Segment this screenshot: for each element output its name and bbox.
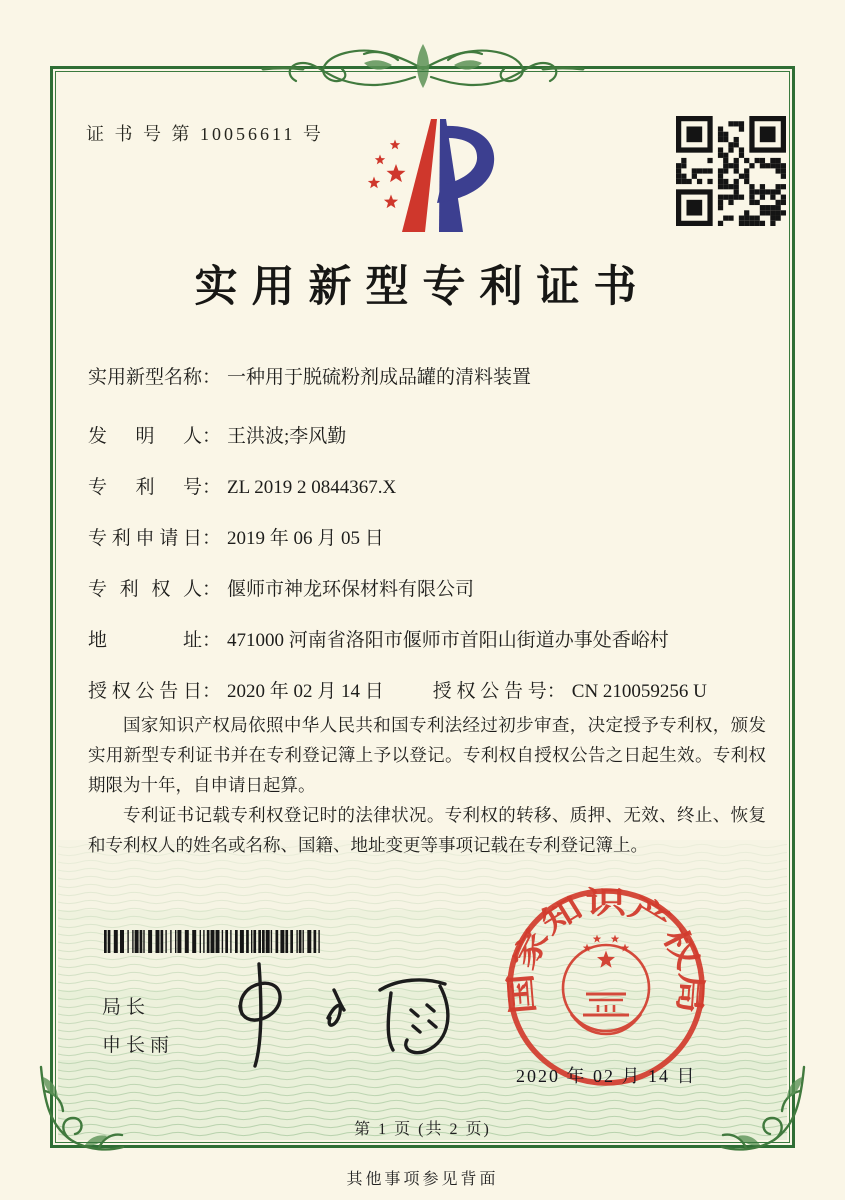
field-value: 471000 河南省洛阳市偃师市首阳山街道办事处香峪村: [227, 630, 669, 651]
cnipa-logo-icon: [336, 114, 524, 238]
field-colon: ：: [202, 630, 222, 651]
field-value: 一种用于脱硫粉剂成品罐的清料装置: [227, 367, 532, 388]
dragon-ornament-icon: [258, 32, 588, 106]
field-row-filing-date: [88, 526, 764, 552]
field-colon: ：: [202, 681, 222, 702]
qr-code: [676, 116, 786, 226]
official-seal: [503, 884, 709, 1090]
field-list: [88, 365, 764, 730]
field-colon: ：: [202, 579, 222, 600]
field-row-patentee: [88, 577, 764, 603]
field-row-address: [88, 628, 764, 654]
field-label: 授权公告日: [88, 681, 202, 702]
page-info: 第 1 页 (共 2 页): [354, 1121, 491, 1138]
field-label: 实用新型名称: [88, 367, 203, 388]
corner-flourish-right-icon: [718, 1061, 818, 1161]
seal-text: 国家知识产权局: [503, 885, 709, 1016]
field-label: 授权公告号: [432, 681, 547, 702]
field-colon: ：: [202, 477, 222, 498]
grant-date-pair: [88, 679, 428, 705]
field-value: ZL 2019 2 0844367.X: [227, 477, 397, 498]
paragraph-register-statement: 专利证书记载专利权登记时的法律状况。专利权的转移、质押、无效、终止、恢复和专利权人的姓名或名称、国籍、地址变更等事项记载在专利登记簿上。: [88, 805, 766, 855]
certificate-title: 实用新型专利证书: [194, 264, 651, 311]
paragraph-grant-statement: 国家知识产权局依照中华人民共和国专利法经过初步审查，决定授予专利权，颁发实用新型专利证书并在专利登记簿上予以登记。专利权自授权公告之日起生效。专利权期限为十年，自申请日起算。: [88, 715, 766, 795]
field-row-inventor: [88, 424, 764, 450]
svg-text:国家知识产权局: [503, 885, 709, 1015]
field-row-patent-no: [88, 475, 764, 501]
field-value: 2019 年 06 月 05 日: [227, 528, 384, 549]
legal-text: [88, 710, 766, 860]
field-colon: ：: [202, 528, 222, 549]
corner-flourish-left-icon: [27, 1061, 127, 1161]
field-label: 地址: [88, 630, 202, 651]
grant-date-value: 2020 年 02 月 14 日: [227, 681, 384, 702]
certificate-number: 证 书 号 第 10056611 号: [86, 124, 324, 144]
field-label: 专利号: [88, 477, 202, 498]
field-colon: ：: [546, 681, 566, 702]
field-colon: ：: [202, 426, 222, 447]
back-note: 其他事项参见背面: [346, 1171, 499, 1188]
field-label: 发明人: [88, 426, 202, 447]
grant-no-pair: [433, 681, 707, 702]
bureau-title: 局长: [102, 997, 151, 1018]
seal-date: 2020 年 02 月 14 日: [516, 1066, 697, 1086]
field-value: 王洪波;李风勤: [227, 426, 347, 447]
bureau-name: 申长雨: [102, 1035, 175, 1056]
field-label: 专利申请日: [88, 528, 202, 549]
field-row-grant: [88, 679, 764, 705]
grant-no-value: CN 210059256 U: [571, 681, 707, 702]
signature-autograph: [212, 952, 462, 1070]
field-colon: ：: [202, 367, 222, 388]
field-value: 偃师市神龙环保材料有限公司: [227, 579, 475, 600]
barcode: [104, 930, 322, 953]
field-label: 专利权人: [88, 579, 202, 600]
field-row-name: [88, 365, 764, 391]
